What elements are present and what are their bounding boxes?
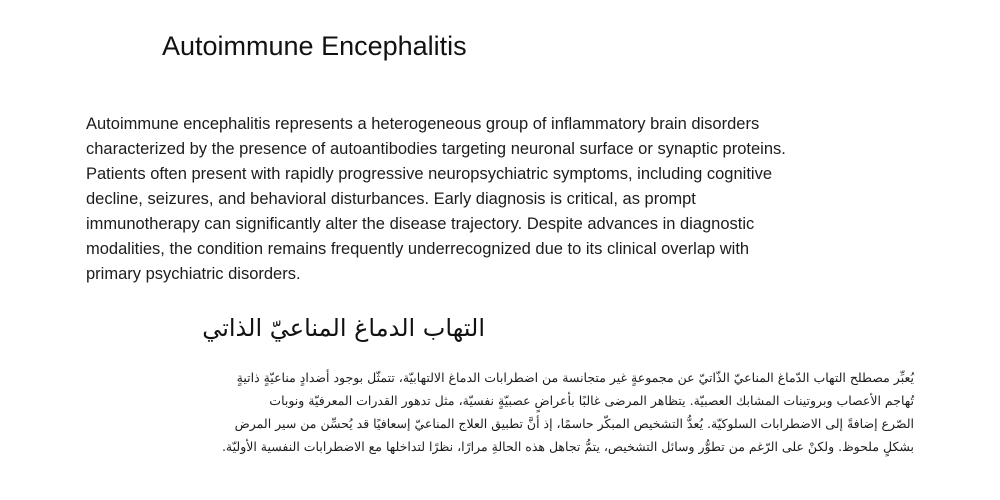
english-paragraph-line: decline, seizures, and behavioral disturbances. Early diagnosis is critical, as prompt	[86, 190, 696, 208]
arabic-paragraph-line: يُعبِّر مصطلح التهاب الدّماغ المناعيّ الذّاتيّ عن مجموعةٍ غير متجانسة من اضطرابات الدماغ الالتهابيّة، تتمثّل بوجود أضدادٍ مناعيّةٍ ذاتيةٍ	[236, 370, 914, 385]
arabic-paragraph-line: بشكلٍ ملحوظ. ولكنْ على الرّغم من تطوُّر وسائل التشخيص، يتمُّ تجاهل هذه الحالةِ مرارًا، نظرًا لتداخلها مع الاضطرابات النفسية الأوليّة.	[221, 439, 914, 454]
english-title: Autoimmune Encephalitis	[162, 31, 467, 61]
english-paragraph-line: Autoimmune encephalitis represents a heterogeneous group of inflammatory brain disorders	[86, 115, 760, 133]
arabic-paragraph	[96, 366, 914, 458]
english-paragraph	[86, 112, 916, 287]
english-paragraph-line: modalities, the condition remains frequently underrecognized due to its clinical overlap with	[86, 240, 750, 258]
english-paragraph-line: immunotherapy can significantly alter the disease trajectory. Despite advances in diagnostic	[86, 215, 755, 233]
english-paragraph-line: primary psychiatric disorders.	[86, 265, 301, 283]
english-paragraph-line: characterized by the presence of autoantibodies targeting neuronal surface or synaptic proteins.	[86, 140, 786, 158]
arabic-paragraph-line: تُهاجم الأعصاب وبروتينات المشابك العصبيّة. يتظاهر المرضى غالبًا بأعراضٍ عصبيّةٍ نفسيّة، مثل تدهور القدرات المعرفيّة ونوبات	[269, 393, 914, 408]
arabic-title: التهاب الدماغ المناعيّ الذاتي	[202, 314, 485, 342]
english-paragraph-line: Patients often present with rapidly progressive neuropsychiatric symptoms, including cognitive	[86, 165, 772, 183]
arabic-paragraph-line: الصّرع إضافةً إلى الاضطرابات السلوكيّة. يُعدُّ التشخيص المبكّر حاسمًا، إذ أنَّ تطبيق العلاج المناعيّ إسعافيًا قد يُحسِّن من سير المرض	[234, 416, 914, 431]
